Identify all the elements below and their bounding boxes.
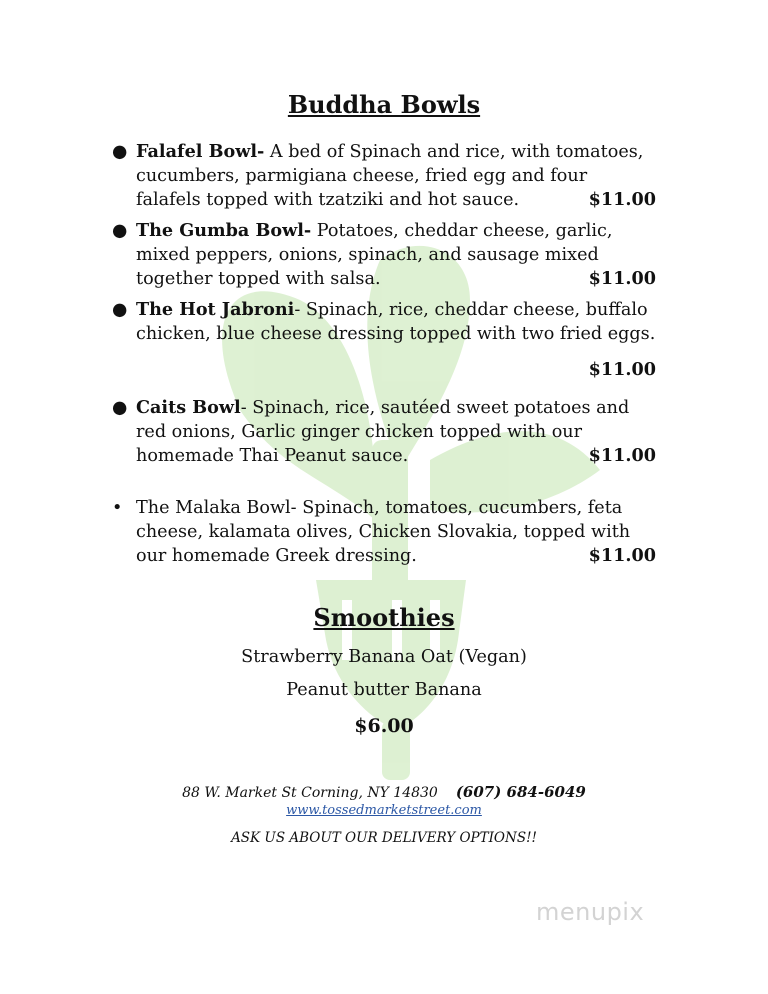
- item-description: Potatoes, cheddar cheese, garlic, mixed peppers, onions, spinach, and sausage mixed together topped with salsa.: [136, 221, 613, 289]
- item-description: A bed of Spinach and rice, with tomatoes, cucumbers, parmigiana cheese, fried egg and four falafels topped with tzatziki and hot sauce.: [136, 142, 644, 210]
- item-price: $11.00: [588, 359, 656, 380]
- item-name: The Malaka Bowl: [136, 498, 291, 518]
- footer-phone[interactable]: (607) 684-6049: [455, 783, 586, 801]
- item-price: $11.00: [588, 445, 656, 466]
- item-description: - Spinach, rice, sautéed sweet potatoes and red onions, Garlic ginger chicken topped with our homemade Thai Peanut sauce.: [136, 398, 630, 466]
- footer-website-link[interactable]: www.tossedmarketstreet.com: [286, 803, 482, 818]
- bullet-icon: ●: [112, 142, 128, 162]
- menu-item-gumba-bowl: [112, 219, 656, 291]
- bullet-icon: ●: [112, 398, 128, 418]
- item-name: Falafel Bowl-: [136, 141, 265, 162]
- menu-item-caits-bowl: [112, 396, 656, 468]
- item-price: $11.00: [588, 189, 656, 210]
- footer-delivery-note: ASK US ABOUT OUR DELIVERY OPTIONS!!: [231, 830, 537, 846]
- menu-item-hot-jabroni: [112, 298, 656, 382]
- footer-contact: [0, 783, 768, 801]
- item-name: The Gumba Bowl-: [136, 220, 312, 241]
- bullet-icon: •: [112, 498, 123, 518]
- smoothie-item: Peanut butter Banana: [286, 680, 482, 700]
- menu-item-falafel-bowl: [112, 140, 656, 212]
- bullet-icon: ●: [112, 221, 128, 241]
- item-description: - Spinach, rice, cheddar cheese, buffalo chicken, blue cheese dressing topped with two fried eggs.: [136, 300, 656, 344]
- smoothies-title: Smoothies: [313, 603, 455, 632]
- item-name: Caits Bowl: [136, 397, 241, 418]
- item-description: - Spinach, tomatoes, cucumbers, feta cheese, kalamata olives, Chicken Slovakia, topped with our homemade Greek dressing.: [136, 498, 631, 566]
- smoothie-price: $6.00: [354, 715, 414, 737]
- menu-item-malaka-bowl: [112, 496, 656, 568]
- footer-address: 88 W. Market St Corning, NY 14830: [182, 785, 438, 801]
- bullet-icon: ●: [112, 300, 128, 320]
- buddha-bowls-title: Buddha Bowls: [287, 90, 481, 119]
- item-price: $11.00: [588, 545, 656, 566]
- menupix-watermark: menupix: [536, 898, 645, 926]
- item-price: $11.00: [588, 268, 656, 289]
- item-name: The Hot Jabroni: [136, 299, 295, 320]
- smoothie-item: Strawberry Banana Oat (Vegan): [241, 647, 527, 667]
